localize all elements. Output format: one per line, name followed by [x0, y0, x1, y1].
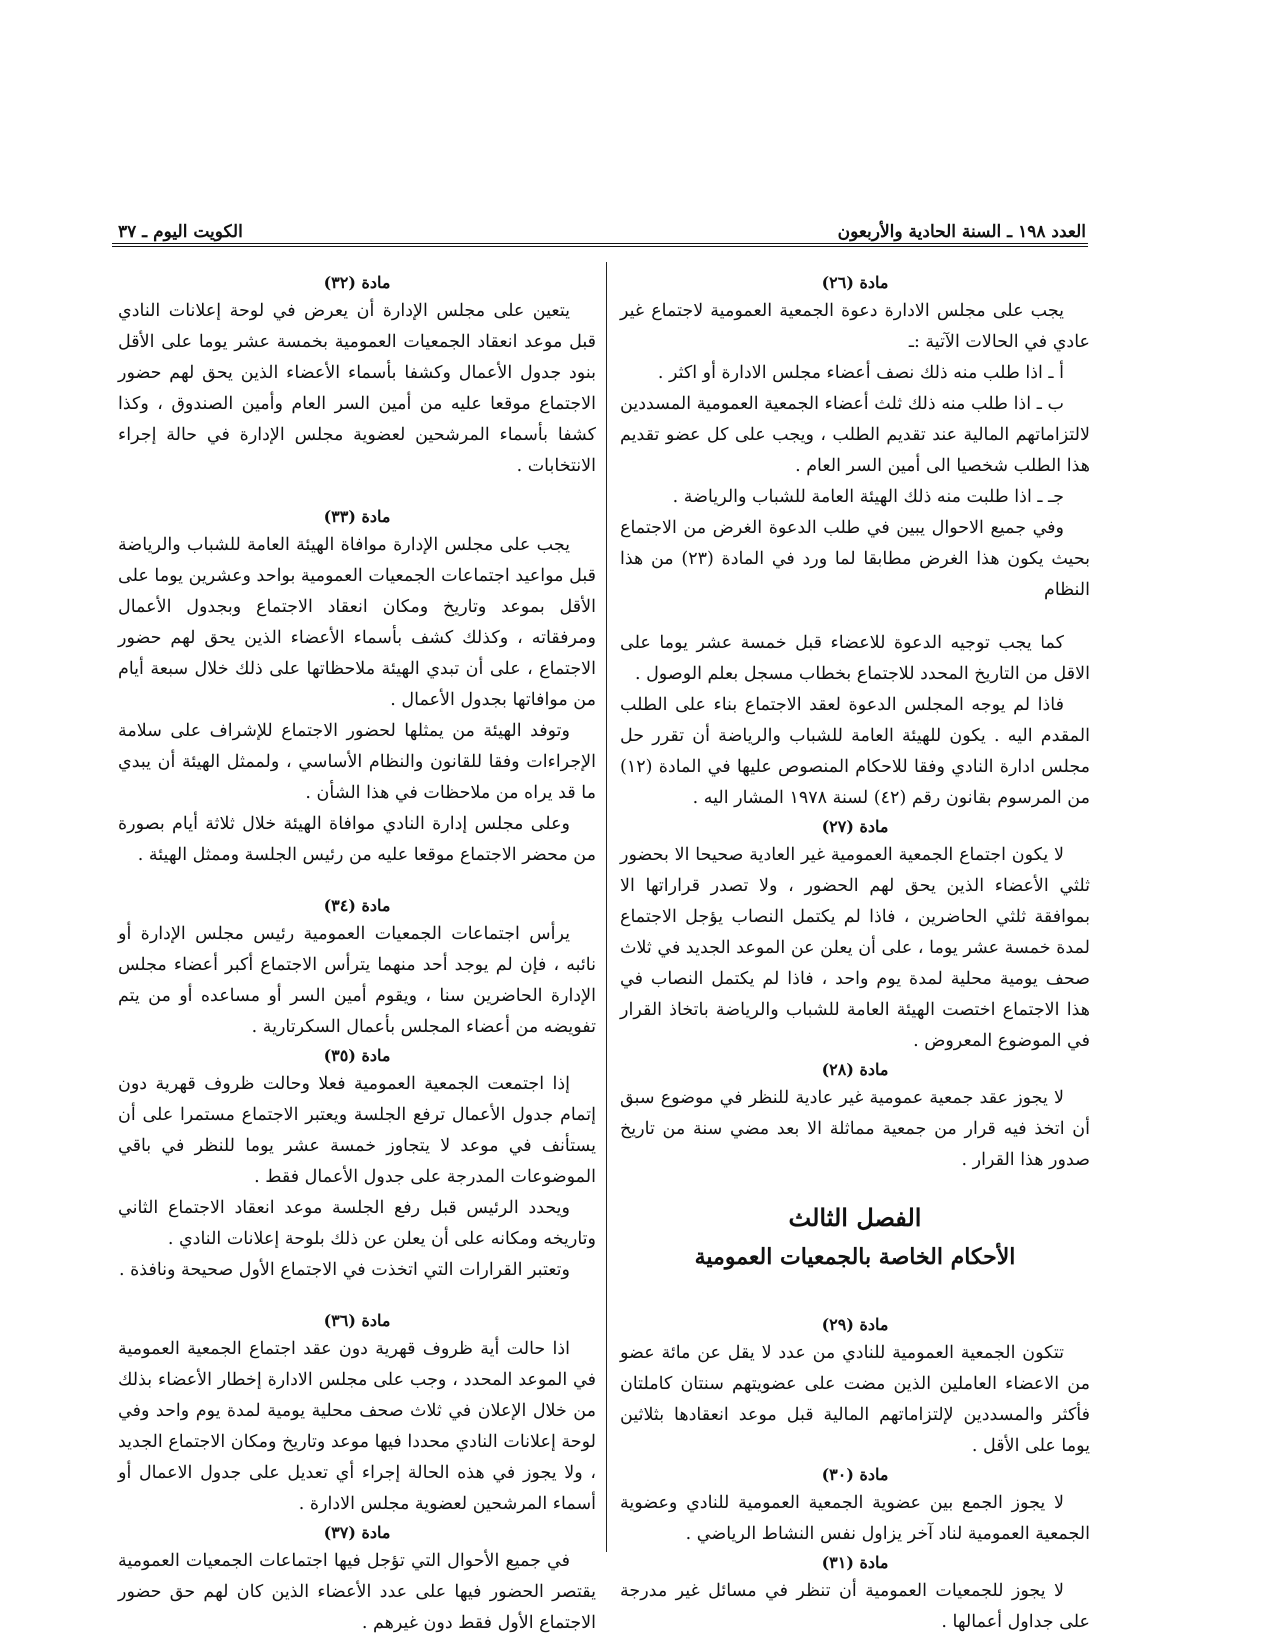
article-28-title: مادة (٢٨) [821, 1060, 889, 1079]
article-31-para-1: لا يجوز للجمعيات العمومية أن تنظر في مسائل غير مدرجة على جداول أعمالها . [620, 1581, 1090, 1632]
page-label: الكويت اليوم ـ ٣٧ [118, 222, 243, 242]
article-33-para-3: وعلى مجلس إدارة النادي موافاة الهيئة خلال ثلاثة أيام بصورة من محضر الاجتماع موقعا عليه من رئيس الجلسة وممثل الهيئة . [118, 814, 596, 865]
article-26-item-a: أ ـ اذا طلب منه ذلك نصف أعضاء مجلس الادارة أو اكثر . [657, 363, 1064, 383]
column-divider [606, 262, 607, 1552]
article-35-para-3: وتعتبر القرارات التي اتخذت في الاجتماع الأول صحيحة ونافذة . [119, 1260, 570, 1280]
article-37-para-1: في جميع الأحوال التي تؤجل فيها اجتماعات الجمعيات العمومية يقتصر الحضور فيها على عدد الأعضاء الذين كان لهم حق حضور الاجتماع الأول فقط دون غيرهم . [118, 1551, 596, 1633]
issue-info: العدد ١٩٨ ـ السنة الحادية والأربعون [837, 222, 1086, 242]
left-column [118, 270, 596, 1639]
article-29-title: مادة (٢٩) [821, 1315, 889, 1334]
article-27-para-1: لا يكون اجتماع الجمعية العمومية غير العادية صحيحا الا بحضور ثلثي الأعضاء الذين يحق لهم الحضور ، ولا تصدر قراراتها الا بموافقة ثلثي الحاضرين ، فاذا لم يكتمل النصاب يؤجل الاجتماع لمدة خمسة عشر يوما ، على أن يعلن عن الموعد الجديد في ثلاث صحف يومية محلية لمدة يوم واحد ، فاذا لم يكتمل النصاب في هذا الاجتماع اختصت الهيئة العامة للشباب والرياضة باتخاذ القرار في الموضوع المعروض . [620, 845, 1090, 1051]
article-36-title: مادة (٣٦) [323, 1311, 391, 1330]
article-29-para-1: تتكون الجمعية العمومية للنادي من عدد لا يقل عن مائة عضو من الاعضاء العاملين الذين مضت على عضويتهم سنتان كاملتان فأكثر والمسددين لإلتزاماتهم المالية قبل موعد انعقادها بثلاثين يوما على الأقل . [620, 1343, 1090, 1456]
article-35-para-2: ويحدد الرئيس قبل رفع الجلسة موعد انعقاد الاجتماع الثاني وتاريخه ومكانه على أن يعلن عن ذلك بلوحة إعلانات النادي . [118, 1198, 596, 1249]
article-27-title: مادة (٢٧) [821, 817, 889, 836]
right-column [620, 270, 1090, 1638]
article-33-para-2: وتوفد الهيئة من يمثلها لحضور الاجتماع للإشراف على سلامة الإجراءات وفقا للقانون والنظام الأساسي ، ولممثل الهيئة أن يبدي ما قد يراه من ملاحظات في هذا الشأن . [118, 721, 596, 803]
article-26-para-3: كما يجب توجيه الدعوة للاعضاء قبل خمسة عشر يوما على الاقل من التاريخ المحدد للاجتماع بخطاب مسجل بعلم الوصول . [620, 633, 1090, 684]
page-header [118, 212, 1086, 242]
article-33-para-1: يجب على مجلس الإدارة موافاة الهيئة العامة للشباب والرياضة قبل مواعيد اجتماعات الجمعيات العمومية بواحد وعشرين يوما على الأقل بموعد وتاريخ ومكان انعقاد الاجتماع وبجدول الأعمال ومرفقاته ، وكذلك كشف بأسماء الأعضاء الذين يحق لهم حضور الاجتماع ، على أن تبدي الهيئة ملاحظاتها على ذلك خلال سبعة أيام من موافاتها بجدول الأعمال . [118, 535, 596, 710]
header-rule [112, 243, 1088, 247]
article-26-para-4: فاذا لم يوجه المجلس الدعوة لعقد الاجتماع بناء على الطلب المقدم اليه . يكون للهيئة العامة للشباب والرياضة أن تقرر حل مجلس ادارة النادي وفقا للاحكام المنصوص عليها في المادة (١٢) من المرسوم بقانون رقم (٤٢) لسنة ١٩٧٨ المشار اليه . [620, 695, 1090, 808]
article-28-para-1: لا يجوز عقد جمعية عمومية غير عادية للنظر في موضوع سبق أن اتخذ فيه قرار من جمعية مماثلة الا بعد مضي سنة من تاريخ صدور هذا القرار . [620, 1088, 1090, 1170]
article-30-title: مادة (٣٠) [821, 1465, 889, 1484]
article-35-para-1: إذا اجتمعت الجمعية العمومية فعلا وحالت ظروف قهرية دون إتمام جدول الأعمال ترفع الجلسة ويعتبر الاجتماع مستمرا على أن يستأنف في موعد لا يتجاوز خمسة عشر يوما للنظر في باقي الموضوعات المدرجة على جدول الأعمال فقط . [118, 1074, 596, 1187]
article-36-para-1: اذا حالت أية ظروف قهرية دون عقد اجتماع الجمعية العمومية في الموعد المحدد ، وجب على مجلس الادارة إخطار الأعضاء بذلك من خلال الإعلان في ثلاث صحف محلية يومية لمدة يوم واحد وفي لوحة إعلانات النادي محددا فيها موعد وتاريخ ومكان الاجتماع الجديد ، ولا يجوز في هذه الحالة إجراء أي تعديل على جدول الاعمال أو أسماء المرشحين لعضوية مجلس الادارة . [118, 1339, 596, 1514]
article-32-title: مادة (٣٢) [323, 273, 391, 292]
chapter-subtitle: الأحكام الخاصة بالجمعيات العمومية [694, 1244, 1016, 1270]
article-26-para-2: وفي جميع الاحوال يبين في طلب الدعوة الغرض من الاجتماع بحيث يكون هذا الغرض مطابقا لما ورد في المادة (٢٣) من هذا النظام [620, 518, 1090, 600]
article-34-para-1: يرأس اجتماعات الجمعيات العمومية رئيس مجلس الإدارة أو نائبه ، فإن لم يوجد أحد منهما يترأس الاجتماع أكبر أعضاء مجلس الإدارة الحاضرين سنا ، ويقوم أمين السر أو مساعده أو من يتم تفويضه من أعضاء المجلس بأعمال السكرتارية . [118, 924, 596, 1037]
article-32-para-1: يتعين على مجلس الإدارة أن يعرض في لوحة إعلانات النادي قبل موعد انعقاد الجمعيات العمومية بخمسة عشر يوما على الأقل بنود جدول الأعمال وكشفا بأسماء الأعضاء الذين يحق لهم حضور الاجتماع موقعا عليه من أمين السر العام وأمين الصندوق ، وكذا كشفا بأسماء المرشحين لعضوية مجلس الإدارة في حالة إجراء الانتخابات . [118, 301, 596, 476]
article-35-title: مادة (٣٥) [323, 1046, 391, 1065]
article-31-title: مادة (٣١) [821, 1553, 889, 1572]
article-26-item-c: جـ ـ اذا طلبت منه ذلك الهيئة العامة للشباب والرياضة . [672, 487, 1064, 507]
article-37-title: مادة (٣٧) [323, 1523, 391, 1542]
article-34-title: مادة (٣٤) [323, 896, 391, 915]
article-33-title: مادة (٣٣) [323, 507, 391, 526]
article-26-title: مادة (٢٦) [821, 273, 889, 292]
article-26-item-b: ب ـ اذا طلب منه ذلك ثلث أعضاء الجمعية العمومية المسددين لالتزاماتهم المالية عند تقديم الطلب ، ويجب على كل عضو تقديم هذا الطلب شخصيا الى أمين السر العام . [620, 394, 1090, 476]
article-26-intro: يجب على مجلس الادارة دعوة الجمعية العمومية لاجتماع غير عادي في الحالات الآتية :ـ [620, 301, 1090, 352]
chapter-title: الفصل الثالث [788, 1203, 922, 1232]
article-30-para-1: لا يجوز الجمع بين عضوية الجمعية العمومية للنادي وعضوية الجمعية العمومية لناد آخر يزاول نفس النشاط الرياضي . [620, 1493, 1090, 1544]
